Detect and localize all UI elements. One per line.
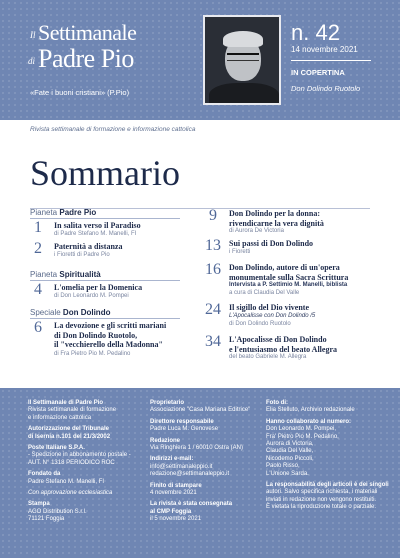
colophon-line: Proprietario [150, 400, 185, 406]
issue-number: n. 42 [291, 20, 340, 45]
colophon-line: Direttore responsabile [150, 418, 214, 425]
colophon-line: Nicodemo Piccoli, [266, 455, 314, 462]
colophon-line: Indirizzi e-mail: [150, 456, 194, 463]
colophon-line: Fondato da [28, 471, 61, 478]
colophon-line: Autorizzazione del Tribunale [28, 426, 110, 433]
colophon-line: Stampa [28, 501, 50, 508]
colophon-line: - Spedizione in abbonamento postale - [28, 452, 131, 459]
colophon-line: Elia Stelluto, Archivio redazionale [266, 407, 355, 414]
colophon-line: inviati in redazione non vengono restituiti. [266, 496, 377, 503]
colophon-line: il 5 novembre 2021 [150, 516, 202, 523]
colophon-line: Don Leonardo M. Pompei, [266, 426, 337, 433]
colophon-line: La rivista è stata consegnata [150, 501, 233, 508]
logo-settimanale: Settimanale [38, 20, 137, 45]
colophon-line: Padre Stefano M. Manelli, FI [28, 478, 105, 485]
colophon-line: e informazione cattolica [28, 414, 92, 421]
colophon-line: di Isernia n.101 del 21/3/2002 [28, 433, 111, 440]
colophon-line: redazione@settimanaleppio.it [150, 471, 230, 478]
colophon-column-2 [150, 400, 250, 524]
subtitle: Rivista settimanale di formazione e informazione cattolica [30, 126, 196, 133]
colophon-line: Associazione "Casa Mariana Editrice" [150, 407, 251, 414]
colophon-line: La responsabilità degli articoli è dei singoli [266, 482, 389, 489]
colophon-line: Via Ringhiera 1 / 60010 Ostra (AN) [150, 445, 243, 452]
colophon-line: info@settimanaleppio.it [150, 463, 213, 470]
section-pianeta-spiritualita: Pianeta Spiritualità [30, 270, 101, 279]
divider [291, 60, 371, 61]
colophon-line: Claudia Del Valle, [266, 448, 314, 455]
header-banner [0, 0, 400, 120]
section-pianeta-padre-pio: Pianeta Padre Pio [30, 208, 97, 217]
logo-di: di [28, 56, 36, 66]
cover-photo [203, 15, 281, 105]
colophon-line: Fra' Pietro Pio M. Pedalino, [266, 433, 339, 440]
tagline: «Fate i buoni cristiani» (P.Pio) [30, 88, 130, 97]
colophon-line: Con approvazione ecclesiastica [28, 490, 113, 497]
section-speciale-don-dolindo: Speciale Don Dolindo [30, 308, 111, 317]
colophon-line: Rivista settimanale di formazione [28, 407, 117, 414]
colophon-line: Padre Luca M. Genovese [150, 426, 219, 433]
page-title: Sommario [30, 153, 180, 193]
colophon-column-3 [266, 400, 389, 512]
colophon-line: 4 novembre 2021 [150, 490, 197, 497]
logo-padre-pio: Padre Pio [38, 44, 134, 73]
colophon-line: Finito di stampare [150, 482, 202, 489]
colophon-line: Foto di: [266, 400, 288, 406]
colophon-line: AGO Distribution S.r.l. [28, 508, 87, 515]
colophon-line: L'Unione Sarda. [266, 470, 309, 477]
colophon-line: Redazione [150, 437, 181, 444]
colophon-line: Paolo Risso, [266, 463, 300, 470]
colophon-line: Aurora di Victoria, [266, 441, 314, 448]
cover-name: Don Dolindo Ruotolo [291, 84, 361, 93]
colophon-line: 71121 Foggia [28, 516, 65, 523]
colophon-line: Hanno collaborato al numero: [266, 418, 352, 425]
issue-date: 14 novembre 2021 [291, 45, 358, 54]
colophon-column-1 [28, 400, 131, 524]
colophon-line: Poste Italiane S.P.A. [28, 445, 85, 452]
colophon-line: Il Settimanale di Padre Pio [28, 400, 104, 406]
colophon-line: AUT. N° 1318 PERIODICO ROC [28, 459, 115, 466]
colophon-line: È vietata la riproduzione totale o parziale. [266, 504, 377, 511]
colophon-line: al CMP Foggia [150, 508, 192, 515]
logo-il: Il [30, 30, 36, 40]
colophon-line: autori. Salvo specifica richiesta, i materiali [266, 489, 378, 496]
cover-label: IN COPERTINA [291, 68, 345, 77]
colophon [0, 388, 400, 558]
